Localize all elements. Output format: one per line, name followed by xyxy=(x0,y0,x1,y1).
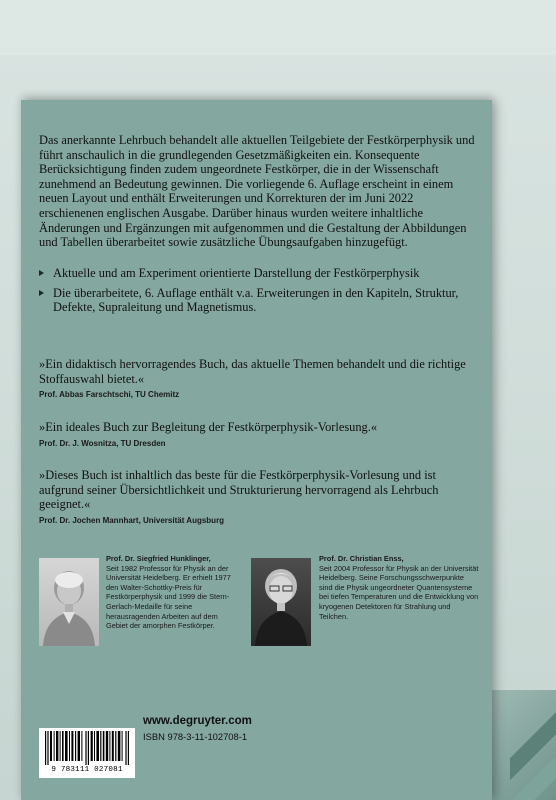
review-quote xyxy=(39,420,477,449)
author-bio-text: Seit 1982 Professor für Physik an der Universität Heidelberg. Er erhielt 1977 den Walter-Schottky-Preis für Festkörperphysik und 1999 die Stern-Gerlach-Medaille für seine herausragenden Arbeiten auf dem Gebiet der amorphen Festkörper. xyxy=(106,563,231,631)
triangle-bullet-icon xyxy=(39,290,44,296)
book-back-cover xyxy=(21,100,492,800)
author-name: Prof. Dr. Christian Enss, xyxy=(319,554,404,563)
quote-text: »Ein didaktisch hervorragendes Buch, das aktuelle Themen behandelt und die richtige Stoffauswahl bietet.« xyxy=(39,357,466,386)
blurb-text: Das anerkannte Lehrbuch behandelt alle aktuellen Teilgebiete der Festkörperphysik und führt anschaulich in die grundlegenden Gesetzmäßigkeiten ein. Konsequente Berücksichtigung finden zudem ungeordnete Festkörper, die in der Wissenschaft zunehmend an Bedeutung gewinnen. Die vorliegende 6. Auflage erscheint in einem neuen Layout und enthält Erweiterungen und Korrekturen der im Juni 2022 erschienenen englischen Ausgabe. Darüber hinaus wurden weitere inhaltliche Änderungen und Ergänzungen mit aufgenommen und die Gestaltung der Abbildungen und Tabellen überarbeitet sowie zusätzliche Übungsaufgaben hinzugefügt. xyxy=(39,133,475,250)
author-name: Prof. Dr. Siegfried Hunklinger, xyxy=(106,554,211,563)
author-photo-enss xyxy=(251,558,311,646)
feature-item xyxy=(39,266,477,281)
isbn-text: ISBN 978-3-11-102708-1 xyxy=(143,731,248,742)
review-quote xyxy=(39,357,477,400)
author-bio-text: Seit 2004 Professor für Physik an der Universität Heidelberg. Seine Forschungsschwerpunkte sind die Physik ungeordneter Quantensysteme bei tiefen Temperaturen und die Entwicklung von kryogenen Detektoren für Strahlung und Teilchen. xyxy=(319,563,479,621)
quote-source: Prof. Abbas Farschtschi, TU Chemitz xyxy=(39,390,180,400)
quote-text: »Dieses Buch ist inhaltlich das beste für die Festkörperphysik-Vorlesung und ist aufgrund seiner Übersichtlichkeit und Strukturierung hervorragend als Lehrbuch geeignet.« xyxy=(39,468,439,512)
quote-text: »Ein ideales Buch zur Begleitung der Festkörperphysik-Vorlesung.« xyxy=(39,420,378,434)
triangle-bullet-icon xyxy=(39,270,44,276)
feature-text: Aktuelle und am Experiment orientierte Darstellung der Festkörperphysik xyxy=(53,266,420,280)
background-decoration-stripes xyxy=(510,700,556,800)
author-bio-enss xyxy=(319,554,479,621)
author-photo-hunklinger xyxy=(39,558,99,646)
feature-item xyxy=(39,286,477,315)
isbn-barcode xyxy=(39,728,135,778)
publisher-website: www.degruyter.com xyxy=(143,715,252,727)
barcode-number: 9 783111 027081 xyxy=(51,766,123,774)
barcode-bars-icon xyxy=(45,731,129,765)
review-quote xyxy=(39,468,477,526)
feature-list xyxy=(39,266,477,320)
feature-text: Die überarbeitete, 6. Auflage enthält v.a. Erweiterungen in den Kapiteln, Struktur, Defekte, Supraleitung und Magnetismus. xyxy=(53,285,459,315)
background-band xyxy=(0,0,556,55)
quote-source: Prof. Dr. Jochen Mannhart, Universität Augsburg xyxy=(39,515,225,525)
author-bio-hunklinger xyxy=(106,554,241,631)
quote-source: Prof. Dr. J. Wosnitza, TU Dresden xyxy=(39,438,166,448)
